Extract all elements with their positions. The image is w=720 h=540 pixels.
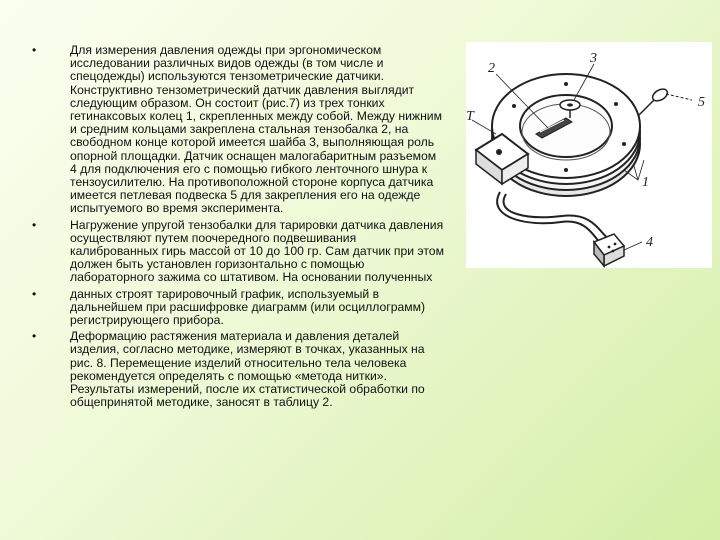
label-t: Т: [466, 109, 474, 124]
label-2: 2: [488, 61, 495, 76]
bullet-text: Нагружение упругой тензобалки для тарировки датчика давления осуществляют путем поочередного подвешивания калиброванных гирь массой от 10 до 100 гр. Сам датчик при этом должен быть установлен горизонтально с помощью лабораторного зажима со штативом. На основании полученных: [70, 217, 444, 285]
label-3: 3: [590, 51, 597, 66]
bullet-marker: •: [32, 286, 37, 301]
label-5: 5: [698, 95, 705, 110]
bullet-text: данных строят тарировочный график, используемый в дальнейшем при расшифровке диаграмм (или осциллограмм) регистрирующего прибора.: [70, 286, 426, 328]
bullet-item: [30, 330, 445, 409]
bullet-marker: •: [32, 43, 37, 57]
label-1: 1: [642, 175, 649, 190]
bullet-item: [30, 219, 445, 285]
ring-stack: [492, 74, 640, 196]
sensor-drawing-svg: [466, 42, 712, 268]
bullet-marker: •: [32, 217, 37, 232]
bullet-marker: •: [32, 329, 37, 344]
bullet-text: Для измерения давления одежды при эргономическом исследовании различных видов одежды (в том числе и спецодежды) используются тензометрические датчики. Конструктивно тензометрический датчик давления выглядит следующим образом. Он состоит (рис.7) из трех тонких гетинаксовых колец 1, скрепленных между собой. Между нижним и средним кольцами закреплена стальная тензобалка 2, на свободном конце которой имеется шайба 3, выполняющая роль опорной площадки. Датчик оснащен малогабаритным разъемом 4 для подключения его с помощью гибкого ленточного шнура к тензоусилителю. На противоположной стороне корпуса датчика имеется петлевая подвеска 5 для закрепления его на одежде испытуемого во время эксперимента.: [70, 43, 442, 216]
label-4: 4: [646, 235, 653, 250]
connector-4: [594, 234, 624, 266]
bullet-item: [30, 288, 445, 328]
sensor-drawing: [466, 42, 712, 268]
bullet-text: Деформацию растяжения материала и давления деталей изделия, согласно методике, измеряют в точках, указанных на рис. 8. Перемещение изделий относительно тела человека рекомендуется определять с помощью «метода нитки». Результаты измерений, после их статистической обработки по общепринятой методике, заносят в таблицу 2.: [70, 329, 425, 410]
loop-5: [638, 87, 692, 116]
ribbon-cable: [497, 192, 606, 247]
bullet-item: [30, 44, 445, 216]
bullet-list: [30, 44, 445, 412]
